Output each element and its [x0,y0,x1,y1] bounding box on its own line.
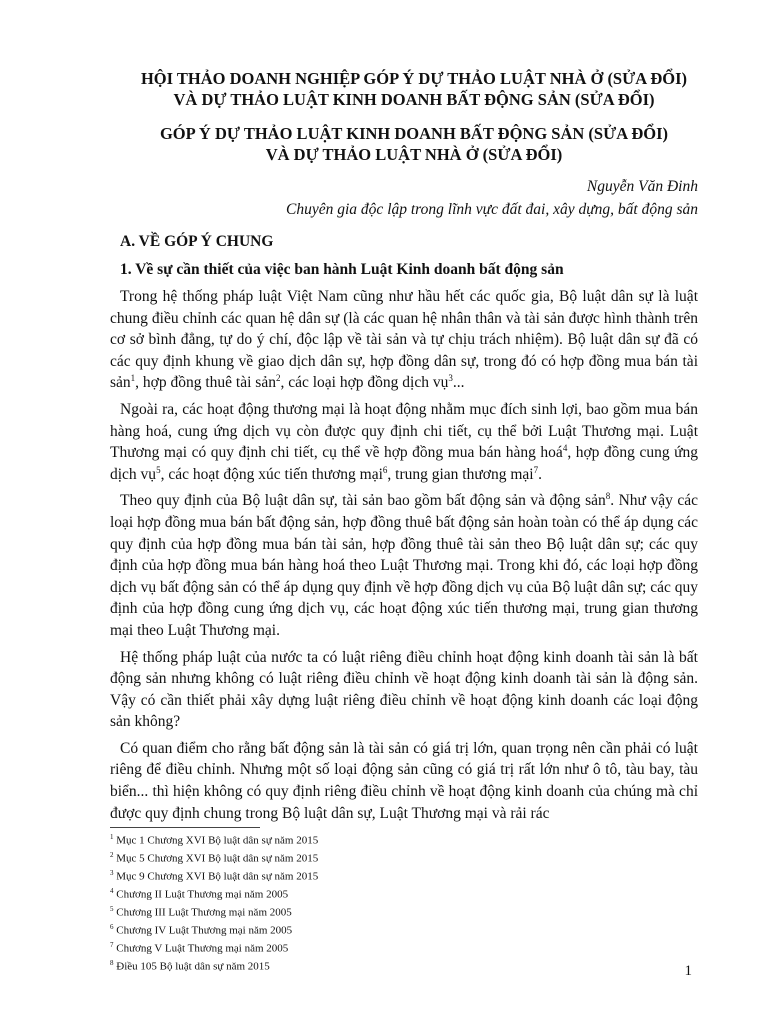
paragraph-text: , các hoạt động xúc tiến thương mại [160,465,383,483]
paragraph-5: Có quan điểm cho rằng bất động sản là tài sản có giá trị lớn, quan trọng nên cần phải có luật riêng để điều chỉnh. Nhưng một số loại động sản cũng có giá trị rất lớn như ô tô, tàu bay, tàu biển... thì hiện không có quy định riêng điều chỉnh về hoạt động kinh doanh của chúng mà chỉ được quy định chung trong Bộ luật dân sự, Luật Thương mại và rải rác [110,739,698,822]
page-number: 1 [684,963,692,979]
paragraph-text: . [538,465,542,483]
footnote [110,956,698,974]
footnote [110,830,698,848]
paragraph-text: , trung gian thương mại [387,465,534,483]
footnote-ref[interactable]: 2 [275,373,281,384]
footnote-number: 7 [110,940,114,949]
paragraph-text: . Như vậy các loại hợp đồng mua bán bất động sản, hợp đồng thuê bất động sản hoàn toàn có thể áp dụng các quy định của hợp đồng mua bán tài sản, hợp đồng thuê tài sản theo Bộ luật dân sự; các quy định của hợp đồng mua bán hàng hoá theo Luật Thương mại. Trong khi đó, các loại hợp đồng dịch vụ bất động sản có thể áp dụng quy định về hợp đồng dịch vụ của Bộ luật dân sự; các quy định của hợp đồng cung ứng dịch vụ, các hoạt động xúc tiến thương mại, trung gian thương mại theo Luật Thương mại. [110,492,698,639]
footnote [110,938,698,956]
paragraph-2 [110,399,698,485]
paragraph-text: Trong hệ thống pháp luật Việt Nam cũng như hầu hết các quốc gia, Bộ luật dân sự là luật chung điều chỉnh các quan hệ dân sự (là các quan hệ nhân thân và tài sản được hình thành trên cơ sở bình đẳng, tự do ý chí, độc lập về tài sản và tự chịu trách nhiệm). Bộ luật dân sự đã có các quy định khung về giao dịch dân sự, hợp đồng dân sự, trong đó có hợp đồng mua bán tài sản [110,288,698,392]
footnote [110,884,698,902]
paragraph-text: ... [452,374,465,392]
paragraph-text: , hợp đồng cung ứng dịch vụ [110,444,698,483]
conference-title-line-1: HỘI THẢO DOANH NGHIỆP GÓP Ý DỰ THẢO LUẬT NHÀ Ở (SỬA ĐỔI) [140,69,688,88]
footnote-number: 2 [110,851,114,860]
paragraph-text: Theo quy định của Bộ luật dân sự, tài sản bao gồm bất động sản và động sản [120,492,606,510]
footnote-text: Điều 105 Bộ luật dân sự năm 2015 [116,960,270,973]
paper-title-line-1: GÓP Ý DỰ THẢO LUẬT KINH DOANH BẤT ĐỘNG SẢN (SỬA ĐỔI) [159,124,669,143]
paper-title-line-2: VÀ DỰ THẢO LUẬT NHÀ Ở (SỬA ĐỔI) [265,145,563,164]
footnote-text: Mục 1 Chương XVI Bộ luật dân sự năm 2015 [116,834,319,847]
footnote-ref[interactable]: 8 [605,491,611,502]
paragraph-text: Ngoài ra, các hoạt động thương mại là hoạt động nhằm mục đích sinh lợi, bao gồm mua bán hàng hoá, cung ứng dịch vụ còn được quy định chi tiết, cụ thể bởi Luật Thương mại. Luật Thương mại có quy định chi tiết, cụ thể về hợp đồng mua bán hàng hoá [110,400,698,462]
footnote-text: Chương II Luật Thương mại năm 2005 [116,888,289,901]
paragraph-1 [110,286,698,394]
footnote-number: 3 [110,869,114,878]
paper-title [110,123,698,165]
footnote-ref[interactable]: 6 [382,464,388,475]
footnote-number: 5 [110,905,114,914]
footnote [110,902,698,920]
footnote-ref[interactable]: 4 [562,443,568,453]
paragraph-3 [110,490,698,641]
footnote [110,866,698,884]
paragraph-4: Hệ thống pháp luật của nước ta có luật riêng điều chỉnh hoạt động kinh doanh tài sản là bất động sản nhưng không có luật riêng điều chỉnh về hoạt động kinh doanh tài sản là động sản. Vậy có cần thiết phải xây dựng luật riêng điều chỉnh về hoạt động kinh doanh các loại động sản không? [110,648,698,731]
footnote-divider [110,827,260,828]
author-block [110,175,698,221]
author-role: Chuyên gia độc lập trong lĩnh vực đất đai, xây dựng, bất động sản [286,201,698,218]
footnote-text: Chương V Luật Thương mại năm 2005 [116,942,289,955]
footnote-number: 4 [110,887,114,896]
conference-title-line-2: VÀ DỰ THẢO LUẬT KINH DOANH BẤT ĐỘNG SẢN (SỬA ĐỔI) [173,90,655,109]
subsection-heading: 1. Về sự cần thiết của việc ban hành Luật Kinh doanh bất động sản [120,261,564,278]
footnote-ref[interactable]: 7 [533,464,539,475]
author-name: Nguyễn Văn Đinh [586,178,698,195]
footnote-ref[interactable]: 3 [448,373,453,384]
footnote-text: Mục 5 Chương XVI Bộ luật dân sự năm 2015 [116,852,319,865]
paragraph-text: , hợp đồng thuê tài sản [135,374,276,392]
footnote-text: Chương IV Luật Thương mại năm 2005 [116,924,293,937]
footnote-ref[interactable]: 5 [156,464,161,475]
footnote-text: Chương III Luật Thương mại năm 2005 [116,906,292,919]
footnote-number: 1 [110,833,114,842]
conference-title [110,68,698,110]
footnote-ref[interactable]: 1 [130,373,136,384]
footnote [110,920,698,938]
footnotes [110,830,698,974]
paragraph-text: , các loại hợp đồng dịch vụ [280,374,449,392]
footnote-number: 8 [110,958,114,967]
section-heading: A. VỀ GÓP Ý CHUNG [120,233,274,250]
footnote-text: Mục 9 Chương XVI Bộ luật dân sự năm 2015 [116,870,319,883]
footnote [110,848,698,866]
footnote-number: 6 [110,923,114,932]
